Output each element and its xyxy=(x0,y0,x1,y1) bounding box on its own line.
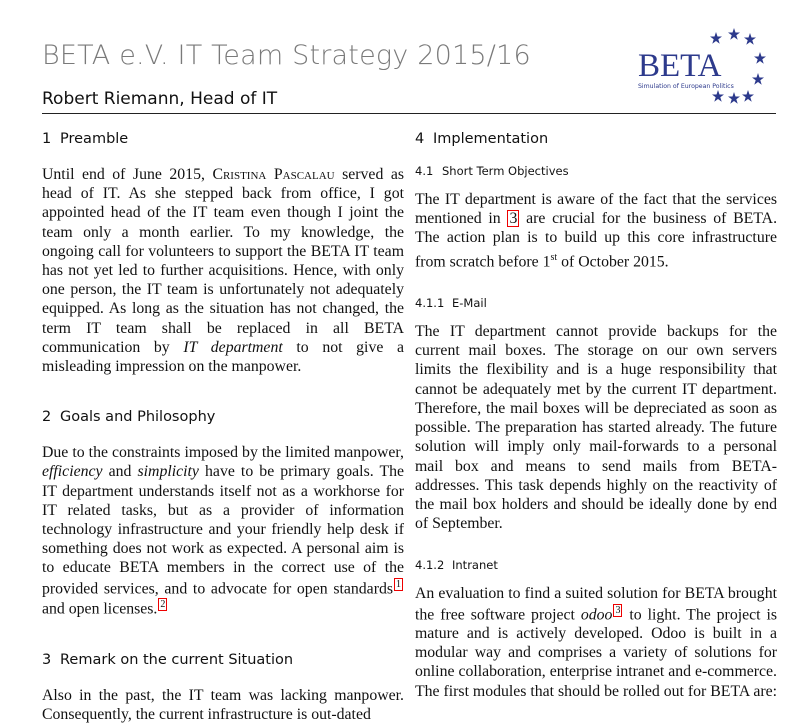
subsection-heading-short-term: 4.1 Short Term Objectives xyxy=(415,164,569,178)
header-rule xyxy=(42,113,776,114)
section-heading-preamble: 1 Preamble xyxy=(42,131,129,147)
footnote-link-1[interactable]: 1 xyxy=(396,578,401,590)
section-heading-goals: 2 Goals and Philosophy xyxy=(42,409,216,426)
preamble-paragraph: Until end of June 2015, Cristina Pascalau served as head of IT. As she stepped back from office, I got appointed head of the IT team even though I joint the team only a month earlier. To my knowledge, the ongoing call for volunteers to support the BETA IT team has not yet led to further acquisitions. Hence, with only one person, the IT team is unfortunately not adequately equipped. As long as the situation has not changed, the term IT team shall be replaced in all BETA communication by IT department to not give a misleading impression on the manpower. xyxy=(42,166,405,376)
term-it-department: IT department xyxy=(183,338,283,356)
logo-wordmark: BETA xyxy=(638,48,722,84)
email-paragraph: The IT department cannot provide backups for the current mail boxes. The storage on our own servers limits the flexibility and is a huge responsibility that cannot be adequately met by the current IT department. Therefore, the mail boxes will be depreciated as soon as possible. The preparation has started already. The future solution will imply only mail-forwards to a personal mail box and means to send mails from BETA-addresses. This task depends highly on the reactivity of the mail box holders and should be ideally done by end of September. xyxy=(415,323,777,533)
remark-paragraph: Also in the past, the IT team was lacking manpower. Consequently, the current infrastructure is out-dated xyxy=(42,686,404,723)
subsubsection-heading-intranet: 4.1.2 Intranet xyxy=(415,558,498,573)
intranet-paragraph: An evaluation to find a suited solution for BETA brought the free software project odoo 3 to light. The project is mature and is actively developed. Odoo is built in a modular way and comprises a variety of solutions for online collaboration, enterprise intranet and e-commerce. The first modules that should be rolled out for BETA are: xyxy=(415,585,777,700)
short-term-paragraph: The IT department is aware of the fact that the services mentioned in 3 are crucial for the business of BETA. The action plan is to build up this core infrastructure from scratch before 1st of October 2015. xyxy=(415,191,778,270)
beta-logo xyxy=(630,26,776,108)
project-odoo: odoo xyxy=(580,605,613,623)
goals-paragraph: Due to the constraints imposed by the limited manpower, efficiency and simplicity have to be primary goals. The IT department understands itself not as a workhorse for IT related tasks, but as a provider of information technology infrastructure and your friendly help desk if something does not work as expected. A personal aim is to educate BETA members in the correct use of the provided services, and to advocate for open standards 1 and open licenses. 2 xyxy=(42,444,405,618)
left-column xyxy=(42,130,404,724)
section-ref-link[interactable]: 3 xyxy=(509,210,518,228)
subsubsection-heading-email: 4.1.1 E-Mail xyxy=(415,296,487,311)
footnote-link-2[interactable]: 2 xyxy=(160,599,166,611)
document-author: Robert Riemann, Head of IT xyxy=(42,89,278,109)
footnote-link-3[interactable]: 3 xyxy=(615,604,621,616)
document-title: BETA e.V. IT Team Strategy 2015/16 xyxy=(42,40,531,71)
person-name: Cristina Pascalau xyxy=(212,166,335,183)
section-heading-implementation: 4 Implementation xyxy=(415,131,549,147)
right-column xyxy=(415,130,777,701)
beta-logo-graphic xyxy=(630,26,776,108)
logo-tagline: Simulation of European Politics xyxy=(638,83,734,90)
section-heading-remark: 3 Remark on the current Situation xyxy=(42,651,294,668)
